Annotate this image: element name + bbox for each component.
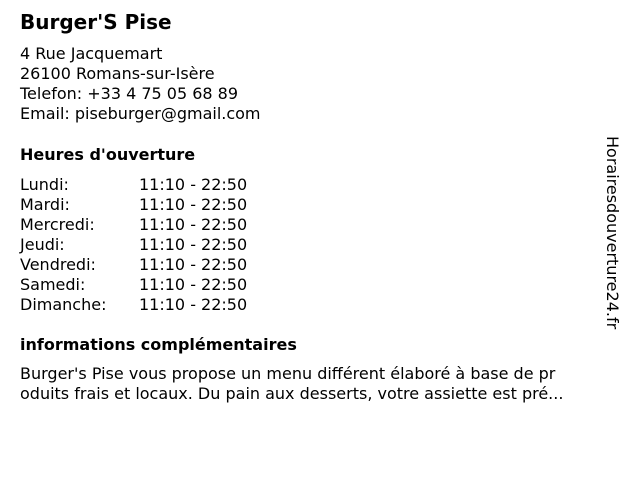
address-city: 26100 Romans-sur-Isère (20, 64, 215, 83)
hours-time: 11:10 - 22:50 (139, 175, 248, 194)
hours-day: Mercredi: (20, 215, 95, 234)
hours-time: 11:10 - 22:50 (139, 215, 248, 234)
description-text (20, 364, 620, 404)
hours-time: 11:10 - 22:50 (139, 235, 248, 254)
description-line: Burger's Pise vous propose un menu différent élaboré à base de pr (20, 364, 556, 383)
hours-day: Samedi: (20, 275, 86, 294)
address-block (20, 44, 261, 124)
info-heading: informations complémentaires (20, 335, 297, 354)
hours-time: 11:10 - 22:50 (139, 275, 248, 294)
site-watermark: Horairesdouverture24.fr (603, 136, 622, 330)
hours-day: Vendredi: (20, 255, 96, 274)
business-name: Burger'S Pise (20, 10, 172, 34)
hours-heading: Heures d'ouverture (20, 145, 196, 164)
phone-number: Telefon: +33 4 75 05 68 89 (20, 84, 239, 103)
description-line: oduits frais et locaux. Du pain aux desserts, votre assiette est pré... (20, 384, 564, 403)
email-address: Email: piseburger@gmail.com (20, 104, 261, 123)
hours-time: 11:10 - 22:50 (139, 255, 248, 274)
address-street: 4 Rue Jacquemart (20, 44, 163, 63)
hours-time: 11:10 - 22:50 (139, 195, 248, 214)
hours-day: Dimanche: (20, 295, 107, 314)
hours-day: Jeudi: (20, 235, 65, 254)
hours-time: 11:10 - 22:50 (139, 295, 248, 314)
hours-day: Mardi: (20, 195, 70, 214)
hours-day: Lundi: (20, 175, 69, 194)
